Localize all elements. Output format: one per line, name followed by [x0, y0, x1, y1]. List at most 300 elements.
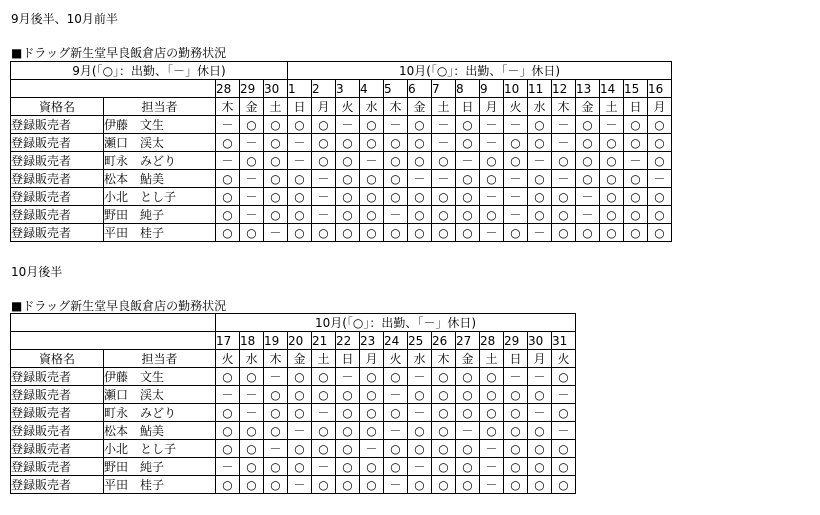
- attendance-cell: ○: [504, 440, 528, 458]
- attendance-cell: ○: [600, 152, 624, 170]
- qualification-cell: 登録販売者: [11, 134, 104, 152]
- day-number-cell: 1: [288, 80, 312, 98]
- attendance-cell: －: [432, 116, 456, 134]
- day-number-cell: 29: [504, 332, 528, 350]
- staff-name-cell: 小北 とし子: [104, 440, 216, 458]
- attendance-cell: ○: [528, 440, 552, 458]
- weekday-cell: 火: [336, 98, 360, 116]
- attendance-cell: ○: [360, 476, 384, 494]
- attendance-cell: ○: [432, 422, 456, 440]
- day-number-cell: 10: [504, 80, 528, 98]
- attendance-cell: －: [336, 368, 360, 386]
- attendance-cell: ○: [216, 422, 240, 440]
- attendance-cell: ○: [312, 368, 336, 386]
- day-number-cell: 14: [600, 80, 624, 98]
- section2-title: ■ドラッグ新生堂早良飯倉店の勤務状況: [11, 299, 227, 313]
- attendance-cell: ○: [456, 368, 480, 386]
- weekday-cell: 金: [240, 98, 264, 116]
- staff-row: [11, 224, 672, 242]
- month-header-sep: 9月(「○」：出勤、「－」休日): [11, 62, 288, 80]
- schedule-table-1: [10, 61, 672, 242]
- attendance-cell: －: [384, 422, 408, 440]
- staff-row: [11, 116, 672, 134]
- attendance-cell: ○: [240, 116, 264, 134]
- attendance-cell: ○: [408, 440, 432, 458]
- attendance-cell: －: [312, 206, 336, 224]
- attendance-cell: －: [528, 152, 552, 170]
- attendance-cell: ○: [408, 224, 432, 242]
- attendance-cell: ○: [384, 134, 408, 152]
- attendance-cell: ○: [432, 206, 456, 224]
- staff-row: [11, 188, 672, 206]
- attendance-cell: ○: [264, 188, 288, 206]
- attendance-cell: ○: [216, 224, 240, 242]
- attendance-cell: ○: [360, 404, 384, 422]
- attendance-cell: ○: [384, 170, 408, 188]
- qualification-header: 資格名: [11, 98, 104, 116]
- attendance-cell: ○: [432, 368, 456, 386]
- attendance-cell: －: [552, 386, 576, 404]
- attendance-cell: ○: [264, 134, 288, 152]
- attendance-cell: ○: [288, 116, 312, 134]
- attendance-cell: ○: [456, 170, 480, 188]
- attendance-cell: ○: [360, 188, 384, 206]
- attendance-cell: －: [216, 152, 240, 170]
- attendance-cell: ○: [552, 458, 576, 476]
- day-number-cell: 26: [432, 332, 456, 350]
- attendance-cell: ○: [312, 440, 336, 458]
- attendance-cell: ○: [264, 458, 288, 476]
- attendance-cell: ○: [336, 170, 360, 188]
- attendance-cell: －: [552, 422, 576, 440]
- day-number-row: [11, 332, 576, 350]
- attendance-cell: ○: [288, 458, 312, 476]
- staff-row: [11, 170, 672, 188]
- attendance-cell: ○: [240, 368, 264, 386]
- attendance-cell: －: [528, 224, 552, 242]
- staff-name-cell: 伊藤 文生: [104, 116, 216, 134]
- attendance-cell: ○: [624, 170, 648, 188]
- qualification-cell: 登録販売者: [11, 170, 104, 188]
- weekday-cell: 木: [432, 350, 456, 368]
- attendance-cell: ○: [432, 386, 456, 404]
- day-number-cell: 25: [408, 332, 432, 350]
- day-number-cell: 3: [336, 80, 360, 98]
- attendance-cell: ○: [648, 116, 672, 134]
- attendance-cell: ○: [360, 206, 384, 224]
- attendance-cell: ○: [576, 116, 600, 134]
- weekday-cell: 土: [600, 98, 624, 116]
- attendance-cell: ○: [456, 206, 480, 224]
- attendance-cell: ○: [240, 152, 264, 170]
- attendance-cell: ○: [312, 134, 336, 152]
- attendance-cell: ○: [432, 476, 456, 494]
- attendance-cell: ○: [336, 458, 360, 476]
- staff-name-cell: 野田 純子: [104, 458, 216, 476]
- staff-header: 担当者: [104, 350, 216, 368]
- attendance-cell: －: [552, 116, 576, 134]
- staff-name-cell: 伊藤 文生: [104, 368, 216, 386]
- attendance-cell: ○: [312, 476, 336, 494]
- attendance-cell: ○: [552, 440, 576, 458]
- staff-header: 担当者: [104, 98, 216, 116]
- attendance-cell: ○: [648, 134, 672, 152]
- attendance-cell: ○: [336, 206, 360, 224]
- attendance-cell: ○: [216, 440, 240, 458]
- staff-name-cell: 平田 桂子: [104, 224, 216, 242]
- attendance-cell: ○: [240, 458, 264, 476]
- qualification-cell: 登録販売者: [11, 116, 104, 134]
- attendance-cell: －: [408, 170, 432, 188]
- attendance-cell: ○: [528, 206, 552, 224]
- weekday-cell: 月: [480, 98, 504, 116]
- weekday-cell: 水: [360, 98, 384, 116]
- day-number-cell: 6: [408, 80, 432, 98]
- qualification-cell: 登録販売者: [11, 224, 104, 242]
- staff-name-cell: 松本 鮎美: [104, 422, 216, 440]
- weekday-cell: 日: [288, 98, 312, 116]
- attendance-cell: －: [480, 188, 504, 206]
- attendance-cell: ○: [432, 152, 456, 170]
- attendance-cell: ○: [552, 188, 576, 206]
- attendance-cell: －: [312, 404, 336, 422]
- weekday-cell: 金: [288, 350, 312, 368]
- day-number-cell: 29: [240, 80, 264, 98]
- heading-second-period: 10月後半: [11, 265, 63, 279]
- section1-title: ■ドラッグ新生堂早良飯倉店の勤務状況: [11, 46, 227, 60]
- attendance-cell: ○: [264, 404, 288, 422]
- schedule-table-2: [10, 313, 576, 494]
- attendance-cell: －: [528, 404, 552, 422]
- day-number-cell: 28: [480, 332, 504, 350]
- weekday-cell: 土: [480, 350, 504, 368]
- attendance-cell: －: [480, 116, 504, 134]
- staff-name-cell: 野田 純子: [104, 206, 216, 224]
- attendance-cell: ○: [552, 476, 576, 494]
- attendance-cell: ○: [504, 404, 528, 422]
- attendance-cell: ○: [456, 116, 480, 134]
- attendance-cell: ○: [336, 476, 360, 494]
- weekday-cell: 月: [360, 350, 384, 368]
- attendance-cell: ○: [288, 386, 312, 404]
- attendance-cell: －: [288, 476, 312, 494]
- weekday-cell: 金: [576, 98, 600, 116]
- attendance-cell: ○: [600, 134, 624, 152]
- weekday-cell: 金: [456, 350, 480, 368]
- attendance-cell: －: [456, 152, 480, 170]
- day-number-cell: 22: [336, 332, 360, 350]
- attendance-cell: ○: [384, 458, 408, 476]
- attendance-cell: －: [264, 440, 288, 458]
- attendance-cell: ○: [456, 224, 480, 242]
- attendance-cell: ○: [336, 386, 360, 404]
- attendance-cell: ○: [336, 404, 360, 422]
- attendance-cell: ○: [216, 404, 240, 422]
- attendance-cell: ○: [264, 206, 288, 224]
- day-number-cell: 16: [648, 80, 672, 98]
- blank-header-cell: [11, 332, 216, 350]
- attendance-cell: ○: [456, 188, 480, 206]
- attendance-cell: －: [480, 458, 504, 476]
- staff-name-cell: 松本 鮎美: [104, 170, 216, 188]
- attendance-cell: ○: [528, 422, 552, 440]
- attendance-cell: ○: [336, 224, 360, 242]
- attendance-cell: ○: [552, 404, 576, 422]
- attendance-cell: ○: [408, 476, 432, 494]
- weekday-cell: 木: [552, 98, 576, 116]
- attendance-cell: ○: [528, 458, 552, 476]
- weekday-cell: 土: [312, 350, 336, 368]
- heading-first-period: 9月後半、10月前半: [11, 12, 118, 26]
- attendance-cell: ○: [288, 170, 312, 188]
- attendance-cell: ○: [480, 152, 504, 170]
- attendance-cell: ○: [264, 422, 288, 440]
- day-number-cell: 24: [384, 332, 408, 350]
- attendance-cell: ○: [576, 134, 600, 152]
- attendance-cell: ○: [504, 224, 528, 242]
- attendance-cell: ○: [432, 404, 456, 422]
- weekday-cell: 日: [456, 98, 480, 116]
- attendance-cell: ○: [456, 386, 480, 404]
- attendance-cell: ○: [432, 458, 456, 476]
- attendance-cell: ○: [408, 422, 432, 440]
- day-number-cell: 28: [216, 80, 240, 98]
- weekday-cell: 火: [216, 350, 240, 368]
- attendance-cell: ○: [504, 422, 528, 440]
- attendance-cell: －: [336, 116, 360, 134]
- staff-row: [11, 386, 576, 404]
- staff-row: [11, 152, 672, 170]
- attendance-cell: ○: [432, 224, 456, 242]
- weekday-cell: 月: [528, 350, 552, 368]
- attendance-cell: ○: [384, 404, 408, 422]
- attendance-cell: －: [264, 224, 288, 242]
- qualification-cell: 登録販売者: [11, 386, 104, 404]
- attendance-cell: －: [240, 386, 264, 404]
- day-number-cell: 9: [480, 80, 504, 98]
- attendance-cell: ○: [360, 116, 384, 134]
- attendance-cell: ○: [216, 368, 240, 386]
- attendance-cell: －: [312, 188, 336, 206]
- attendance-cell: －: [480, 224, 504, 242]
- attendance-cell: ○: [408, 116, 432, 134]
- attendance-cell: －: [504, 170, 528, 188]
- attendance-cell: －: [312, 170, 336, 188]
- attendance-cell: ○: [384, 152, 408, 170]
- attendance-cell: ○: [456, 440, 480, 458]
- attendance-cell: ○: [480, 170, 504, 188]
- month-header-oct: 10月(「○」：出勤、「－」休日): [288, 62, 672, 80]
- month-header-oct: 10月(「○」：出勤、「－」休日): [216, 314, 576, 332]
- attendance-cell: ○: [600, 170, 624, 188]
- attendance-cell: ○: [456, 404, 480, 422]
- day-number-cell: 7: [432, 80, 456, 98]
- day-number-cell: 4: [360, 80, 384, 98]
- attendance-cell: ○: [648, 224, 672, 242]
- attendance-cell: －: [408, 404, 432, 422]
- attendance-cell: ○: [624, 116, 648, 134]
- attendance-cell: ○: [360, 368, 384, 386]
- attendance-cell: ○: [240, 224, 264, 242]
- attendance-cell: －: [552, 134, 576, 152]
- day-number-cell: 23: [360, 332, 384, 350]
- attendance-cell: －: [504, 188, 528, 206]
- day-number-cell: 31: [552, 332, 576, 350]
- day-number-cell: 13: [576, 80, 600, 98]
- weekday-cell: 日: [624, 98, 648, 116]
- attendance-cell: ○: [336, 134, 360, 152]
- attendance-cell: ○: [384, 440, 408, 458]
- day-number-cell: 20: [288, 332, 312, 350]
- attendance-cell: ○: [648, 152, 672, 170]
- staff-name-cell: 町永 みどり: [104, 152, 216, 170]
- attendance-cell: ○: [552, 368, 576, 386]
- attendance-cell: －: [288, 422, 312, 440]
- month-header-blank: [11, 314, 216, 332]
- month-header-row: [11, 62, 672, 80]
- attendance-cell: ○: [480, 404, 504, 422]
- attendance-cell: ○: [312, 386, 336, 404]
- day-number-cell: 11: [528, 80, 552, 98]
- staff-row: [11, 206, 672, 224]
- attendance-cell: ○: [528, 170, 552, 188]
- attendance-cell: －: [240, 134, 264, 152]
- weekday-cell: 月: [648, 98, 672, 116]
- attendance-cell: ○: [288, 224, 312, 242]
- weekday-cell: 水: [528, 98, 552, 116]
- attendance-cell: ○: [288, 188, 312, 206]
- weekday-cell: 水: [240, 350, 264, 368]
- attendance-cell: －: [264, 368, 288, 386]
- month-header-row: [11, 314, 576, 332]
- attendance-cell: ○: [240, 440, 264, 458]
- attendance-cell: ○: [552, 152, 576, 170]
- attendance-cell: ○: [552, 206, 576, 224]
- attendance-cell: ○: [264, 476, 288, 494]
- attendance-cell: ○: [360, 170, 384, 188]
- attendance-cell: ○: [264, 386, 288, 404]
- weekday-cell: 火: [504, 98, 528, 116]
- attendance-cell: ○: [576, 170, 600, 188]
- attendance-cell: ○: [264, 152, 288, 170]
- attendance-cell: －: [648, 170, 672, 188]
- attendance-cell: ○: [624, 134, 648, 152]
- attendance-cell: ○: [504, 458, 528, 476]
- attendance-cell: ○: [600, 188, 624, 206]
- attendance-cell: ○: [240, 422, 264, 440]
- staff-name-cell: 瀬口 渓太: [104, 386, 216, 404]
- staff-name-cell: 町永 みどり: [104, 404, 216, 422]
- attendance-cell: ○: [264, 170, 288, 188]
- day-number-cell: 21: [312, 332, 336, 350]
- attendance-cell: ○: [504, 152, 528, 170]
- weekday-cell: 火: [384, 350, 408, 368]
- attendance-cell: ○: [576, 152, 600, 170]
- attendance-cell: －: [504, 116, 528, 134]
- attendance-cell: ○: [456, 476, 480, 494]
- attendance-cell: ○: [288, 440, 312, 458]
- attendance-cell: ○: [504, 134, 528, 152]
- attendance-cell: ○: [312, 422, 336, 440]
- attendance-cell: ○: [360, 224, 384, 242]
- staff-name-cell: 平田 桂子: [104, 476, 216, 494]
- day-number-row: [11, 80, 672, 98]
- qualification-header: 資格名: [11, 350, 104, 368]
- attendance-cell: －: [384, 476, 408, 494]
- attendance-cell: －: [480, 476, 504, 494]
- attendance-cell: ○: [480, 368, 504, 386]
- weekday-cell: 土: [264, 98, 288, 116]
- weekday-cell: 日: [336, 350, 360, 368]
- attendance-cell: ○: [576, 224, 600, 242]
- attendance-cell: ○: [312, 152, 336, 170]
- attendance-cell: ○: [384, 368, 408, 386]
- day-number-cell: 5: [384, 80, 408, 98]
- attendance-cell: ○: [600, 224, 624, 242]
- attendance-cell: －: [216, 386, 240, 404]
- attendance-cell: －: [624, 152, 648, 170]
- attendance-cell: ○: [648, 206, 672, 224]
- attendance-cell: －: [384, 116, 408, 134]
- attendance-cell: ○: [408, 386, 432, 404]
- weekday-cell: 水: [408, 350, 432, 368]
- attendance-cell: －: [480, 134, 504, 152]
- staff-row: [11, 476, 576, 494]
- weekday-row: [11, 98, 672, 116]
- attendance-cell: －: [576, 206, 600, 224]
- blank-header-cell: [11, 80, 216, 98]
- attendance-cell: －: [240, 188, 264, 206]
- qualification-cell: 登録販売者: [11, 206, 104, 224]
- attendance-cell: －: [504, 206, 528, 224]
- attendance-cell: ○: [480, 206, 504, 224]
- attendance-cell: －: [480, 440, 504, 458]
- attendance-cell: －: [360, 440, 384, 458]
- attendance-cell: －: [240, 170, 264, 188]
- attendance-cell: －: [600, 116, 624, 134]
- day-number-cell: 30: [264, 80, 288, 98]
- attendance-cell: －: [408, 458, 432, 476]
- attendance-cell: ○: [624, 188, 648, 206]
- attendance-cell: －: [240, 404, 264, 422]
- attendance-cell: －: [432, 134, 456, 152]
- staff-row: [11, 440, 576, 458]
- weekday-row: [11, 350, 576, 368]
- weekday-cell: 月: [312, 98, 336, 116]
- attendance-cell: －: [408, 368, 432, 386]
- day-number-cell: 30: [528, 332, 552, 350]
- qualification-cell: 登録販売者: [11, 476, 104, 494]
- attendance-cell: ○: [432, 440, 456, 458]
- weekday-cell: 火: [552, 350, 576, 368]
- attendance-cell: －: [552, 170, 576, 188]
- day-number-cell: 17: [216, 332, 240, 350]
- attendance-cell: －: [288, 152, 312, 170]
- attendance-cell: －: [216, 116, 240, 134]
- day-number-cell: 2: [312, 80, 336, 98]
- attendance-cell: ○: [288, 206, 312, 224]
- attendance-cell: ○: [360, 422, 384, 440]
- attendance-cell: ○: [360, 458, 384, 476]
- attendance-cell: ○: [336, 440, 360, 458]
- attendance-cell: －: [528, 368, 552, 386]
- attendance-cell: ○: [648, 188, 672, 206]
- staff-row: [11, 458, 576, 476]
- attendance-cell: ○: [240, 476, 264, 494]
- qualification-cell: 登録販売者: [11, 404, 104, 422]
- attendance-cell: ○: [408, 134, 432, 152]
- attendance-cell: ○: [528, 116, 552, 134]
